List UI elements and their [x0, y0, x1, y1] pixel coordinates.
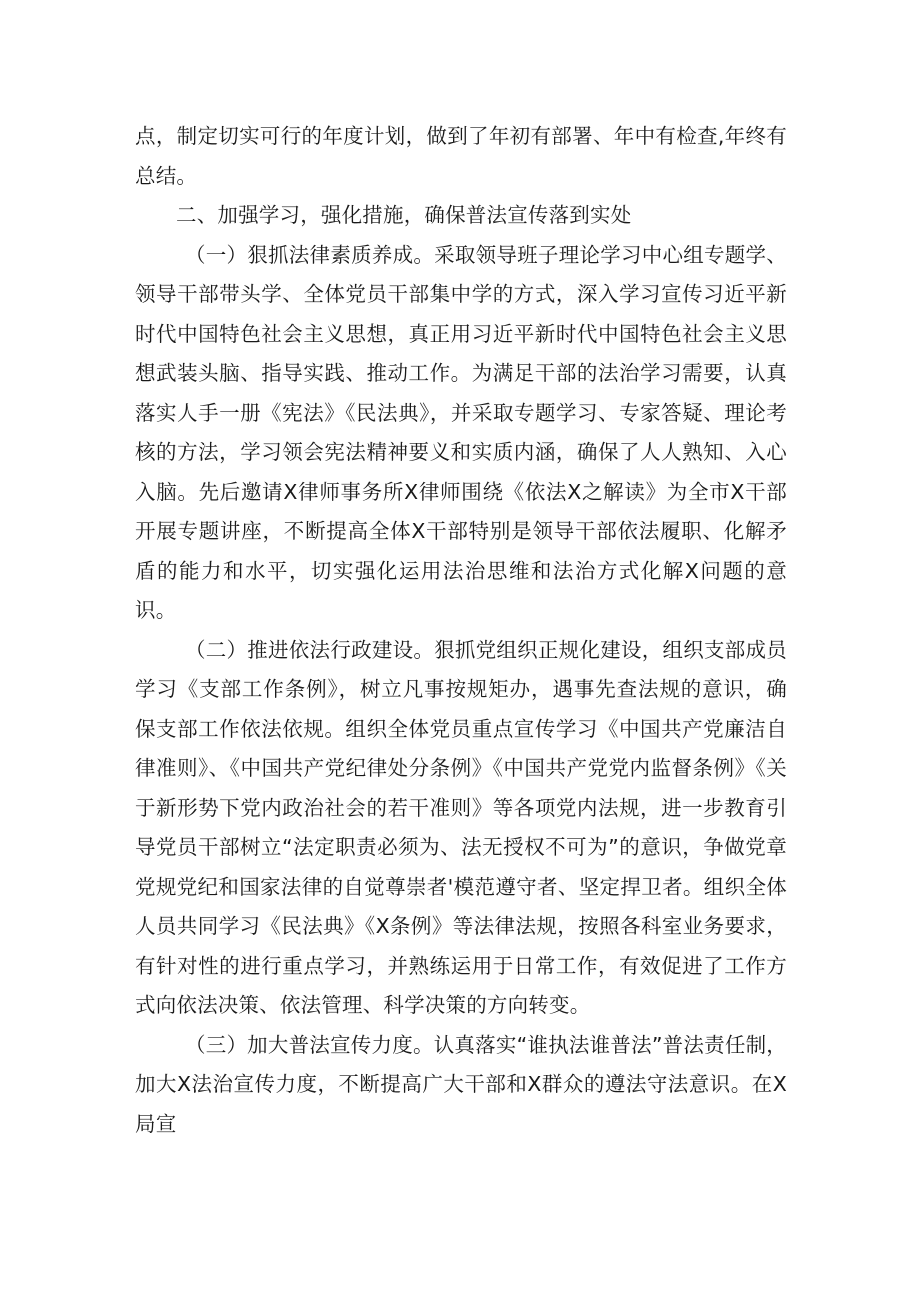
section-heading: 二、加强学习，强化措施，确保普法宣传落到实处: [176, 203, 632, 227]
paragraph-subsection-3: （三）加大普法宣传力度。认真落实“谁执法谁普法”普法责任制，加大X法治宣传力度，不断提高广大干部和X群众的遵法守法意识。在X局宣: [135, 1032, 787, 1136]
body-text: [135, 117, 787, 1144]
paragraph-continuation: 点，制定切实可行的年度计划，做到了年初有部署、年中有检查,年终有总结。: [135, 124, 787, 188]
paragraph-subsection-1: （一）狠抓法律素质养成。采取领导班子理论学习中心组专题学、领导干部带头学、全体党员干部集中学的方式，深入学习宣传习近平新时代中国特色社会主义思想，真正用习近平新时代中国特色社会主义思想武装头脑、指导实践、推动工作。为满足干部的法治学习需要，认真落实人手一册《宪法》《民法典》，并采取专题学习、专家答疑、理论考核的方法，学习领会宪法精神要义和实质内涵，确保了人人熟知、入心入脑。先后邀请X律师事务所X律师围绕《依法X之解读》为全市X干部开展专题讲座，不断提高全体X干部特别是领导干部依法履职、化解矛盾的能力和水平，切实强化运用法治思维和法治方式化解X问题的意识。: [135, 242, 787, 622]
paragraph-subsection-2: （二）推进依法行政建设。狠抓党组织正规化建设，组织支部成员学习《支部工作条例》，树立凡事按规矩办，遇事先查法规的意识，确保支部工作依法依规。组织全体党员重点宣传学习《中国共产党廉洁自律准则》、《中国共产党纪律处分条例》《中国共产党党内监督条例》《关于新形势下党内政治社会的若干准则》等各项党内法规，进一步教育引导党员干部树立“法定职责必须为、法无授权不可为”的意识，争做党章党规党纪和国家法律的自觉尊崇者'模范遵守者、坚定捍卫者。组织全体人员共同学习《民法典》《X条例》等法律法规，按照各科室业务要求，有针对性的进行重点学习，并熟练运用于日常工作，有效促进了工作方式向依法决策、依法管理、科学决策的方向转变。: [135, 637, 787, 1017]
